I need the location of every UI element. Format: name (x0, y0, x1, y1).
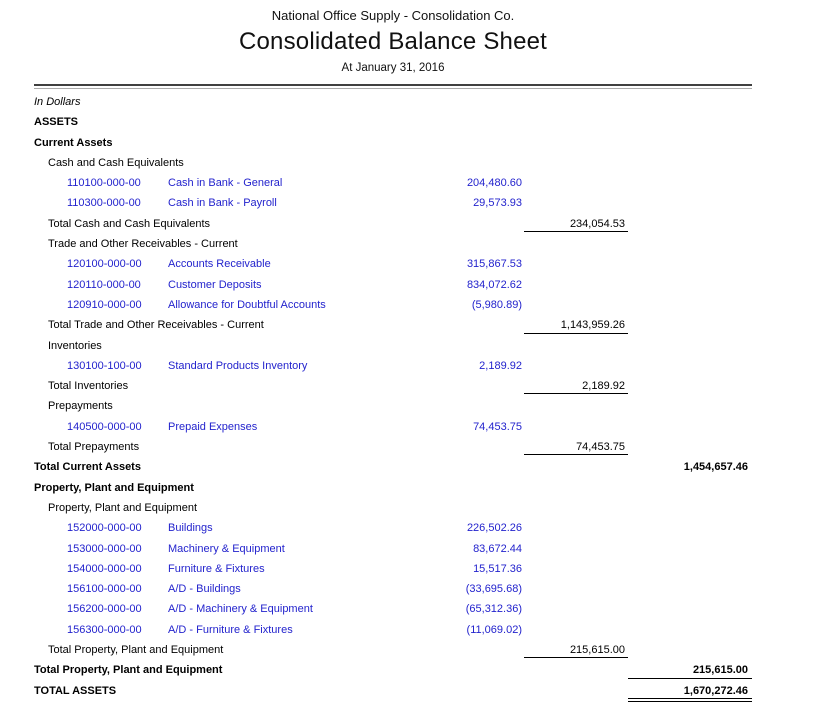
total-label: Total Prepayments (48, 441, 140, 454)
account-code-link[interactable]: 120100-000-00 (67, 258, 142, 271)
total-amount: 215,615.00 (628, 662, 752, 678)
total-amount: 2,189.92 (524, 378, 628, 394)
account-name-link[interactable]: Machinery & Equipment (168, 542, 285, 555)
account-name-link[interactable]: Allowance for Doubtful Accounts (168, 298, 326, 311)
account-amount-link[interactable]: 74,453.75 (473, 420, 522, 433)
account-name-link[interactable]: Customer Deposits (168, 278, 262, 291)
total-label: Total Property, Plant and Equipment (48, 644, 224, 657)
account-row (34, 599, 752, 619)
account-name-link[interactable]: A/D - Buildings (168, 583, 241, 596)
account-code-link[interactable]: 140500-000-00 (67, 420, 142, 433)
account-row (34, 275, 752, 295)
account-row (34, 620, 752, 640)
section-heading: Property, Plant and Equipment (34, 481, 194, 494)
report-header (34, 0, 752, 89)
account-amount-link[interactable]: 204,480.60 (466, 177, 522, 190)
heading-row (34, 478, 752, 498)
account-code-link[interactable]: 120110-000-00 (67, 278, 141, 291)
account-row (34, 518, 752, 538)
account-code-link[interactable]: 156300-000-00 (67, 623, 142, 636)
total-label: Total Current Assets (34, 461, 141, 474)
account-name-link[interactable]: Cash in Bank - General (168, 177, 283, 190)
total-amount: 234,054.53 (524, 216, 628, 232)
heading-row (34, 336, 752, 356)
total-label: Total Trade and Other Receivables - Current (48, 319, 264, 332)
account-amount-link[interactable]: (11,069.02) (466, 623, 522, 636)
total-row (34, 437, 752, 457)
report-title: Consolidated Balance Sheet (238, 28, 548, 55)
total-row (34, 457, 752, 477)
heading-row (34, 396, 752, 416)
account-row (34, 254, 752, 274)
currency-note-row (34, 92, 752, 112)
report-date: At January 31, 2016 (341, 62, 445, 74)
account-amount-link[interactable]: 315,867.53 (466, 258, 522, 271)
total-row (34, 376, 752, 396)
total-row (34, 640, 752, 660)
total-label: Total Cash and Cash Equivalents (48, 217, 211, 230)
heading-row (34, 498, 752, 518)
total-label: Total Property, Plant and Equipment (34, 664, 223, 677)
total-amount: 215,615.00 (524, 642, 628, 658)
account-code-link[interactable]: 120910-000-00 (67, 298, 142, 311)
account-name-link[interactable]: Prepaid Expenses (168, 420, 258, 433)
account-amount-link[interactable]: 29,573.93 (473, 197, 522, 210)
account-code-link[interactable]: 154000-000-00 (67, 562, 142, 575)
account-row (34, 193, 752, 213)
total-amount: 1,670,272.46 (628, 683, 752, 699)
account-code-link[interactable]: 110100-000-00 (67, 177, 141, 190)
account-code-link[interactable]: 156100-000-00 (67, 583, 142, 596)
account-code-link[interactable]: 130100-100-00 (67, 359, 142, 372)
account-amount-link[interactable]: 2,189.92 (479, 359, 522, 372)
section-heading: ASSETS (34, 116, 79, 129)
account-row (34, 559, 752, 579)
heading-row (34, 234, 752, 254)
section-heading: Property, Plant and Equipment (48, 501, 197, 514)
account-amount-link[interactable]: (65,312.36) (465, 603, 522, 616)
report-body (34, 0, 752, 701)
account-amount-link[interactable]: 83,672.44 (473, 542, 522, 555)
account-row (34, 173, 752, 193)
account-code-link[interactable]: 156200-000-00 (67, 603, 142, 616)
account-name-link[interactable]: Buildings (168, 522, 213, 535)
account-name-link[interactable]: Cash in Bank - Payroll (168, 197, 277, 210)
section-heading: Inventories (48, 339, 102, 352)
account-name-link[interactable]: Standard Products Inventory (168, 359, 308, 372)
heading-row (34, 112, 752, 132)
account-row (34, 295, 752, 315)
account-row (34, 579, 752, 599)
account-name-link[interactable]: Accounts Receivable (168, 258, 271, 271)
account-code-link[interactable]: 152000-000-00 (67, 522, 142, 535)
section-heading: Cash and Cash Equivalents (48, 156, 184, 169)
account-amount-link[interactable]: 15,517.36 (473, 562, 522, 575)
section-heading: Prepayments (48, 400, 113, 413)
account-amount-link[interactable]: (5,980.89) (471, 298, 522, 311)
currency-note: In Dollars (34, 96, 81, 108)
total-amount: 1,143,959.26 (524, 317, 628, 333)
account-code-link[interactable]: 110300-000-00 (67, 197, 141, 210)
total-row (34, 681, 752, 701)
account-amount-link[interactable]: 834,072.62 (466, 278, 522, 291)
account-amount-link[interactable]: 226,502.26 (466, 522, 522, 535)
account-name-link[interactable]: A/D - Furniture & Fixtures (168, 623, 293, 636)
account-name-link[interactable]: A/D - Machinery & Equipment (168, 603, 313, 616)
heading-row (34, 133, 752, 153)
account-row (34, 417, 752, 437)
section-heading: Current Assets (34, 136, 113, 149)
account-code-link[interactable]: 153000-000-00 (67, 542, 142, 555)
section-heading: Trade and Other Receivables - Current (48, 238, 238, 251)
heading-row (34, 153, 752, 173)
company-name: National Office Supply - Consolidation Co. (271, 8, 515, 23)
total-row (34, 660, 752, 680)
report-rows (34, 92, 752, 701)
total-row (34, 214, 752, 234)
total-amount: 1,454,657.46 (683, 461, 748, 474)
account-row (34, 539, 752, 559)
total-label: Total Inventories (48, 380, 129, 393)
account-name-link[interactable]: Furniture & Fixtures (168, 562, 265, 575)
total-row (34, 315, 752, 335)
header-rule (34, 84, 752, 89)
account-amount-link[interactable]: (33,695.68) (465, 583, 522, 596)
account-row (34, 356, 752, 376)
total-amount: 74,453.75 (524, 439, 628, 455)
total-label: TOTAL ASSETS (34, 684, 117, 697)
